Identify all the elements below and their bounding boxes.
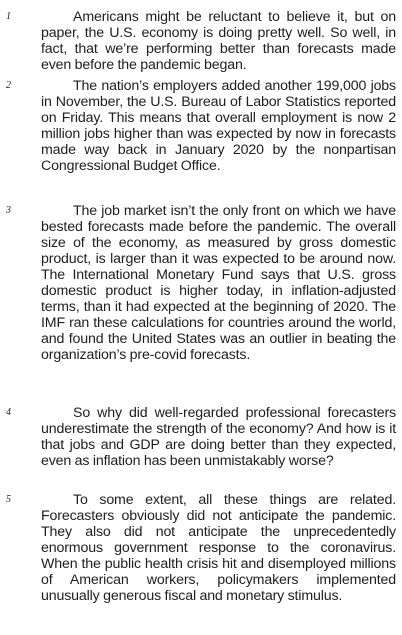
paragraph-number: 5 — [6, 494, 11, 505]
paragraph-number: 2 — [6, 80, 11, 91]
paragraph-text: Americans might be reluctant to believe it, but on paper, the U.S. economy is doing pretty well. So well, in fact, that we’re performing better than forecasts made even before the pandemic began. — [41, 9, 396, 73]
paragraph-text: The job market isn’t the only front on which we have bested forecasts made before the pandemic. The overall size of the economy, as measured by gross domestic product, is larger than it was expected to be around now. The International Monetary Fund says that U.S. gross domestic product is higher today, in inflation-adjusted terms, than it had expected at the beginning of 2020. The IMF ran these calculations for countries around the world, and found the United States was an outlier in beating the organization’s pre-covid forecasts. — [41, 203, 396, 363]
paragraph-text: So why did well-regarded professional forecasters underestimate the strength of the economy? And how is it that jobs and GDP are doing better than they expected, even as inflation has been unmistakably worse? — [41, 405, 396, 469]
paragraph-text: To some extent, all these things are related. Forecasters obviously did not anticipate the pandemic. They also did not anticipate the unprecedentedly enormous government response to the coronavirus. When the public health crisis hit and disemployed millions of American workers, policymakers implemented unusually generous fiscal and monetary stimulus. — [41, 492, 396, 604]
paragraph-number: 3 — [6, 205, 11, 216]
paragraph-text: The nation’s employers added another 199,000 jobs in November, the U.S. Bureau of Labor Statistics reported on Friday. This means that overall employment is now 2 million jobs higher than was expected by now in forecasts made way back in January 2020 by the nonpartisan Congressional Budget Office. — [41, 78, 396, 174]
paragraph-number: 1 — [6, 11, 11, 22]
paragraph-number: 4 — [6, 407, 11, 418]
